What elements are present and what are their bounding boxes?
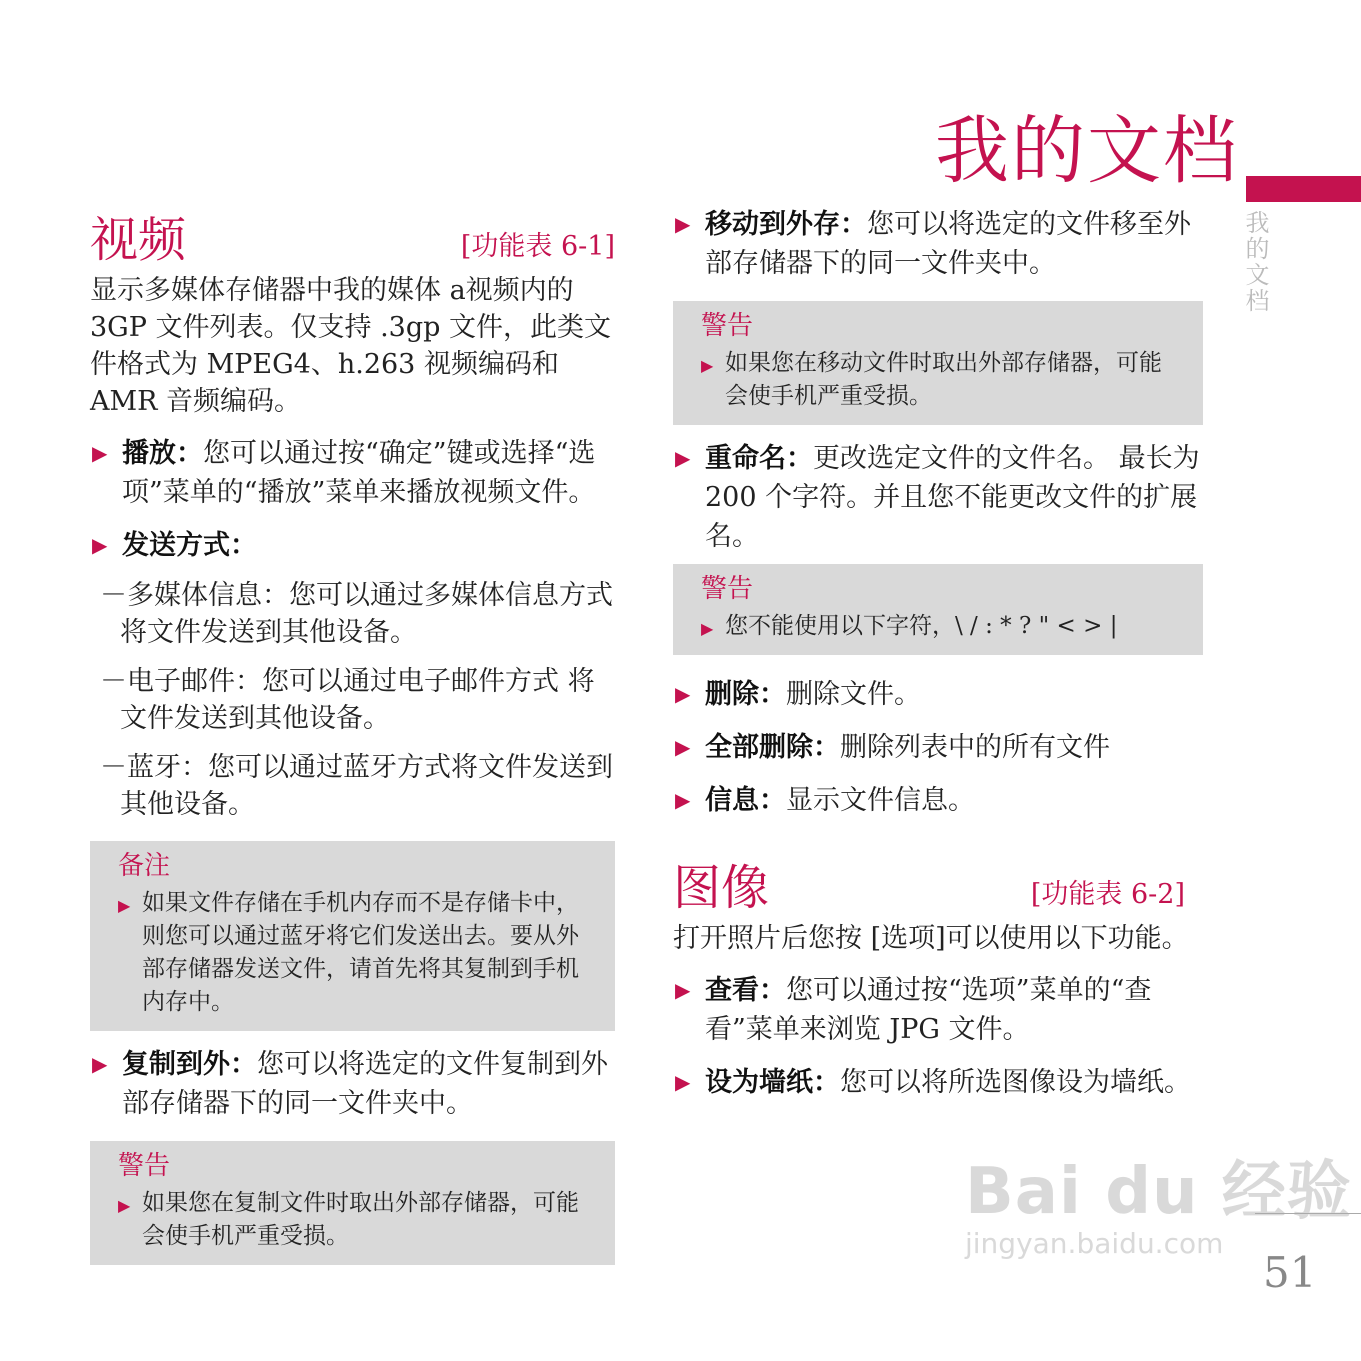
image-intro: 打开照片后您按 [选项]可以使用以下功能。	[673, 923, 1189, 954]
video-intro: 显示多媒体存储器中我的媒体 a视频内的 3GP 文件列表。仅支持 .3gp 文件，此类文件格式为 MPEG4、h.263 视频编码和 AMR 音频编码。	[90, 275, 611, 417]
play-text: 您可以通过按“确定”键或选择“选项”菜单的“播放”菜单来播放视频文件。	[122, 438, 596, 508]
rename-warning-box	[673, 564, 1203, 655]
play-item	[90, 434, 615, 512]
move-term: 移动到外存：	[705, 209, 867, 240]
watermark-url: jingyan.baidu.com	[965, 1227, 1224, 1260]
rename-warning-title: 警告	[701, 574, 754, 604]
triangle-right-icon: ▶	[118, 896, 131, 915]
rename-item	[673, 439, 1203, 556]
move-warning-title: 警告	[701, 311, 754, 341]
triangle-right-icon: ▶	[675, 682, 691, 706]
wallpaper-text: 您可以将所选图像设为墙纸。	[840, 1067, 1191, 1098]
triangle-right-icon: ▶	[701, 619, 714, 638]
video-menu-ref: [功能表 6-1]	[460, 231, 615, 262]
move-warning-item	[701, 347, 1183, 413]
copy-item	[90, 1045, 615, 1123]
info-text: 显示文件信息。	[786, 785, 975, 816]
view-item	[673, 971, 1203, 1049]
copy-text: 您可以将选定的文件复制到外部存储器下的同一文件夹中。	[122, 1049, 608, 1119]
triangle-right-icon: ▶	[701, 356, 714, 375]
send-sub-email: －电子邮件：您可以通过电子邮件方式 将文件发送到其他设备。	[100, 666, 595, 734]
info-term: 信息：	[705, 785, 786, 816]
triangle-right-icon: ▶	[92, 441, 108, 465]
send-sub-bluetooth: －蓝牙：您可以通过蓝牙方式将文件发送到其他设备。	[100, 752, 613, 820]
triangle-right-icon: ▶	[675, 212, 691, 236]
note-item	[118, 887, 595, 1019]
image-section-header	[673, 848, 1203, 916]
rename-warning-item	[701, 610, 1183, 643]
triangle-right-icon: ▶	[675, 735, 691, 759]
baidu-watermark	[965, 1155, 1352, 1260]
copy-term: 复制到外：	[122, 1049, 257, 1080]
triangle-right-icon: ▶	[92, 533, 108, 557]
send-sub-mms: －多媒体信息：您可以通过多媒体信息方式将文件发送到其他设备。	[100, 580, 613, 648]
image-menu-ref: [功能表 6-2]	[1030, 879, 1185, 910]
send-item	[90, 526, 615, 565]
triangle-right-icon: ▶	[675, 788, 691, 812]
send-term: 发送方式：	[122, 530, 257, 561]
wallpaper-item	[673, 1063, 1203, 1102]
copy-warning-item	[118, 1187, 595, 1253]
rename-term: 重命名：	[705, 443, 813, 474]
triangle-right-icon: ▶	[118, 1196, 131, 1215]
copy-warning-box	[90, 1141, 615, 1265]
note-text: 如果文件存储在手机内存而不是存储卡中，则您可以通过蓝牙将它们发送出去。要从外部存储器发送文件，请首先将其复制到手机内存中。	[142, 890, 579, 1015]
view-text: 您可以通过按“选项”菜单的“查看”菜单来浏览 JPG 文件。	[705, 975, 1152, 1045]
delete-all-term: 全部删除：	[705, 732, 840, 763]
triangle-right-icon: ▶	[675, 1070, 691, 1094]
side-chapter-label: 我的文档	[1241, 210, 1269, 314]
play-term: 播放：	[122, 438, 203, 469]
watermark-main: Bai du 经验	[965, 1155, 1352, 1229]
chapter-tab-bar	[1246, 176, 1361, 202]
copy-warning-text: 如果您在复制文件时取出外部存储器，可能会使手机严重受损。	[142, 1190, 579, 1249]
page-number: 51	[1263, 1248, 1317, 1297]
video-section-title: 视频	[90, 212, 187, 268]
delete-text: 删除文件。	[786, 679, 921, 710]
copy-warning-title: 警告	[118, 1151, 171, 1181]
delete-item	[673, 675, 1203, 714]
delete-all-text: 删除列表中的所有文件	[840, 732, 1110, 763]
move-warning-text: 如果您在移动文件时取出外部存储器，可能会使手机严重受损。	[725, 350, 1162, 409]
move-warning-box	[673, 301, 1203, 425]
move-text: 您可以将选定的文件移至外部存储器下的同一文件夹中。	[705, 209, 1191, 279]
delete-all-item	[673, 728, 1203, 767]
info-item	[673, 781, 1203, 820]
triangle-right-icon: ▶	[92, 1052, 108, 1076]
note-box	[90, 841, 615, 1031]
image-section-title: 图像	[673, 860, 770, 916]
view-term: 查看：	[705, 975, 786, 1006]
rename-warning-text: 您不能使用以下字符，\ / : * ? " < > |	[725, 613, 1118, 639]
video-section-header	[90, 200, 615, 268]
wallpaper-term: 设为墙纸：	[705, 1067, 840, 1098]
page-title: 我的文档	[935, 108, 1239, 194]
triangle-right-icon: ▶	[675, 978, 691, 1002]
right-column	[673, 205, 1203, 1102]
move-item	[673, 205, 1203, 283]
left-column	[90, 200, 615, 1265]
triangle-right-icon: ▶	[675, 446, 691, 470]
note-title: 备注	[118, 851, 171, 881]
rename-text: 更改选定文件的文件名。 最长为 200 个字符。并且您不能更改文件的扩展名。	[705, 443, 1200, 552]
delete-term: 删除：	[705, 679, 786, 710]
